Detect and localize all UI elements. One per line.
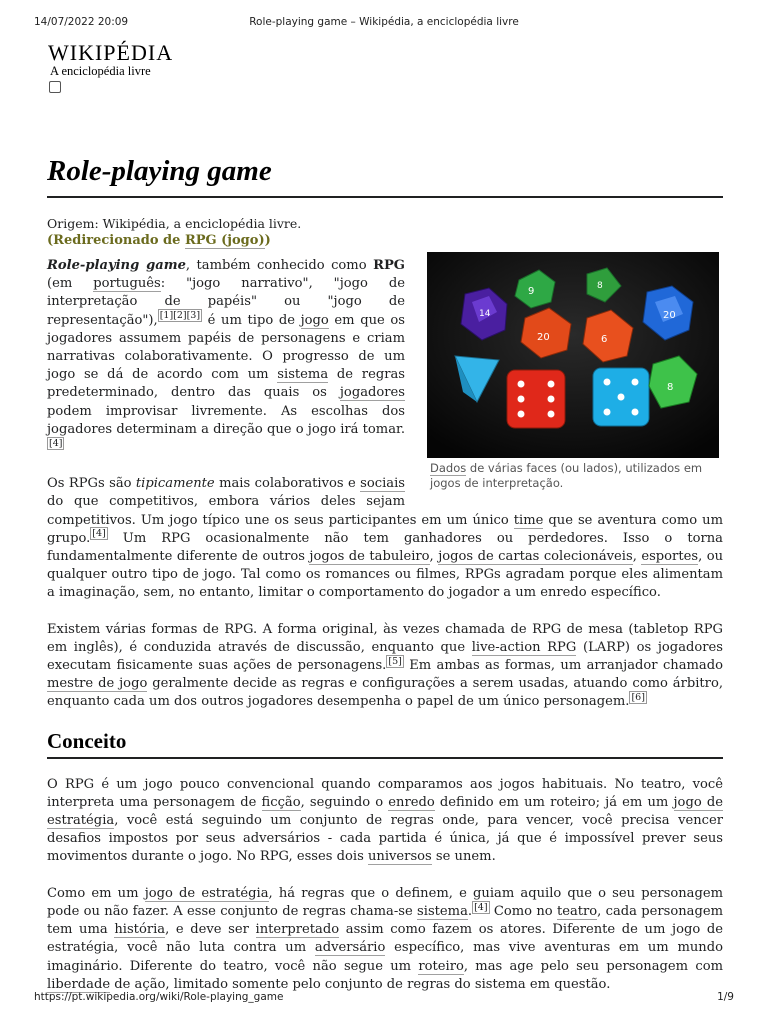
link-sistema[interactable]: sistema (277, 367, 329, 383)
redirect-notice (47, 232, 723, 249)
print-header (34, 16, 734, 30)
svg-text:6: 6 (601, 334, 608, 345)
paragraph-3: Existem várias formas de RPG. A forma original, às vezes chamada de RPG de mesa (tabletop RPG em inglês), é conduzida através de discussão, enquanto que live-action RPG (LARP) os jogadores executam fisicamente suas ações de personagens. [5] Em ambas as formas, um arranjador chamado mestre de jogo geralmente decide as regras e configurações a serem usadas, atuando como árbitro, enquanto cada um dos outros jogadores desempenha o papel de um único personagem. [6] (47, 621, 723, 710)
link-jogos-de-tabuleiro[interactable]: jogos de tabuleiro (309, 549, 430, 565)
ref-6[interactable]: [6] (631, 692, 645, 704)
svg-text:20: 20 (663, 310, 676, 321)
redirect-prefix: (Redirecionado de (47, 233, 185, 248)
link-ficcao[interactable]: ficção (261, 794, 301, 810)
paragraph-intro: Role-playing game, também conhecido como RPG (em português: "jogo narrativo", "jogo de interpretação de papéis" ou "jogo de representação"), [1][2][3] é um tipo de jogo em que os jogadores assumem papéis de personagens e criam narrativas colaborativamente. O progresso de um jogo se dá de acordo com um sistema de regras predeterminado, dentro das quais os jogadores podem improvisar livremente. As escolhas dos jogadores determinam a direção que o jogo irá tomar.[4] (47, 258, 405, 449)
ref-4[interactable]: [4] (49, 437, 63, 449)
site-subtitle: Origem: Wikipédia, a enciclopédia livre. (47, 216, 302, 231)
svg-text:20: 20 (537, 332, 550, 343)
logo-tagline: A enciclopédia livre (50, 64, 151, 78)
paragraph-conceito-2: Como em um jogo de estratégia, há regras que o definem, e guiam aquilo que o seu personagem pode ou não fazer. A esse conjunto de regras chama-se sistema. [4] Como no teatro, cada personagem tem uma história, e deve ser interpretado assim como fazem os atores. Diferente de um jogo de estratégia, você não luta contra um adversário específico, mas vive aventuras em um mundo imaginário. Diferente do teatro, você não segue um roteiro, mas age pelo seu personagem com liberdade de ação, limitado somente pelo conjunto de regras do sistema em questão. (47, 885, 724, 992)
figure-caption (427, 461, 723, 491)
ref-4c[interactable]: [4] (474, 901, 488, 913)
svg-text:8: 8 (597, 281, 603, 291)
link-jogo-de-estrategia-2[interactable]: jogo de estratégia (144, 885, 269, 901)
section-heading-conceito: Conceito (47, 728, 723, 759)
link-adversario[interactable]: adversário (314, 940, 386, 956)
svg-text:14: 14 (479, 309, 491, 319)
link-mestre-de-jogo[interactable]: mestre de jogo (47, 676, 148, 692)
print-date: 14/07/2022 20:09 (34, 16, 129, 28)
print-footer (34, 991, 734, 1005)
wikipedia-logo[interactable] (48, 42, 173, 93)
link-roteiro[interactable]: roteiro (418, 958, 464, 974)
link-time[interactable]: time (513, 512, 544, 528)
svg-text:9: 9 (528, 286, 535, 297)
ref-5[interactable]: [5] (388, 655, 402, 667)
caption-text: de várias faces (ou lados), utilizados em jogos de interpretação. (430, 461, 703, 490)
link-live-action-rpg[interactable]: live-action RPG (471, 639, 577, 655)
ref-1-2-3[interactable]: [1][2][3] (159, 310, 201, 322)
print-title: Role-playing game – Wikipédia, a enciclopédia livre (249, 16, 519, 28)
logo-wordmark: WIKIPÉDIA (48, 40, 174, 65)
bold-rpg: RPG (373, 258, 405, 273)
link-portugues[interactable]: português (93, 276, 161, 292)
link-universos[interactable]: universos (367, 849, 432, 865)
paragraph-2: Os RPGs são tipicamente mais colaborativos e sociais do que competitivos, embora vários deles sejam competitivos. Um jogo típico une os seus participantes em um único time que se aventura como um grupo. [4] Um RPG ocasionalmente não tem ganhadores ou perdedores. Isso o torna fundamentalmente diferente de outros jogos de tabuleiro, jogos de cartas colecionáveis, esportes, ou qualquer outro tipo de jogo. Tal como os romances ou filmes, RPGs agradam porque eles alimentam a imaginação, sem, no entanto, limitar o comportamento do jogador a um enredo específico. (47, 476, 724, 601)
link-historia[interactable]: história (114, 922, 166, 938)
dice-image[interactable] (427, 252, 719, 458)
link-liberdade[interactable]: liberdade (47, 976, 111, 992)
link-enredo[interactable]: enredo (388, 794, 435, 810)
link-esportes[interactable]: esportes (641, 549, 699, 565)
page-title: Role-playing game (47, 152, 723, 198)
link-jogadores[interactable]: jogadores (339, 385, 405, 401)
redirect-suffix: ) (264, 233, 271, 248)
dice-figure (427, 252, 723, 491)
ref-4b[interactable]: [4] (92, 528, 106, 540)
print-url: https://pt.wikipedia.org/wiki/Role-playing_game (34, 991, 284, 1003)
menu-checkbox[interactable] (49, 81, 61, 93)
link-jogos-de-cartas[interactable]: jogos de cartas colecionáveis (438, 549, 633, 565)
link-sociais[interactable]: sociais (360, 476, 405, 492)
link-sistema-2[interactable]: sistema (417, 903, 468, 919)
print-page-number: 1/9 (717, 991, 734, 1003)
link-teatro[interactable]: teatro (556, 903, 598, 919)
dice-illustration (427, 252, 719, 458)
caption-link-dados[interactable]: Dados (430, 461, 467, 475)
article-content (47, 152, 723, 994)
link-interpretado[interactable]: interpretado (255, 922, 340, 938)
svg-text:8: 8 (667, 382, 674, 393)
paragraph-conceito-1: O RPG é um jogo pouco convencional quando comparamos aos jogos habituais. No teatro, você interpreta uma personagem de ficção, seguindo o enredo definido em um roteiro; já em um jogo de estratégia, você está seguindo um conjunto de regras onde, para vencer, você precisa vencer desafios impostos por seus adversários - cada partida é única, já que é impossível prever seus movimentos durante o jogo. No RPG, esses dois universos se unem. (47, 776, 723, 865)
bold-term: Role-playing game (47, 258, 186, 273)
redirect-link[interactable]: RPG (jogo) (184, 233, 265, 248)
link-jogo[interactable]: jogo (300, 312, 329, 328)
link-jogo-de-estrategia[interactable]: jogo de estratégia (47, 794, 723, 829)
